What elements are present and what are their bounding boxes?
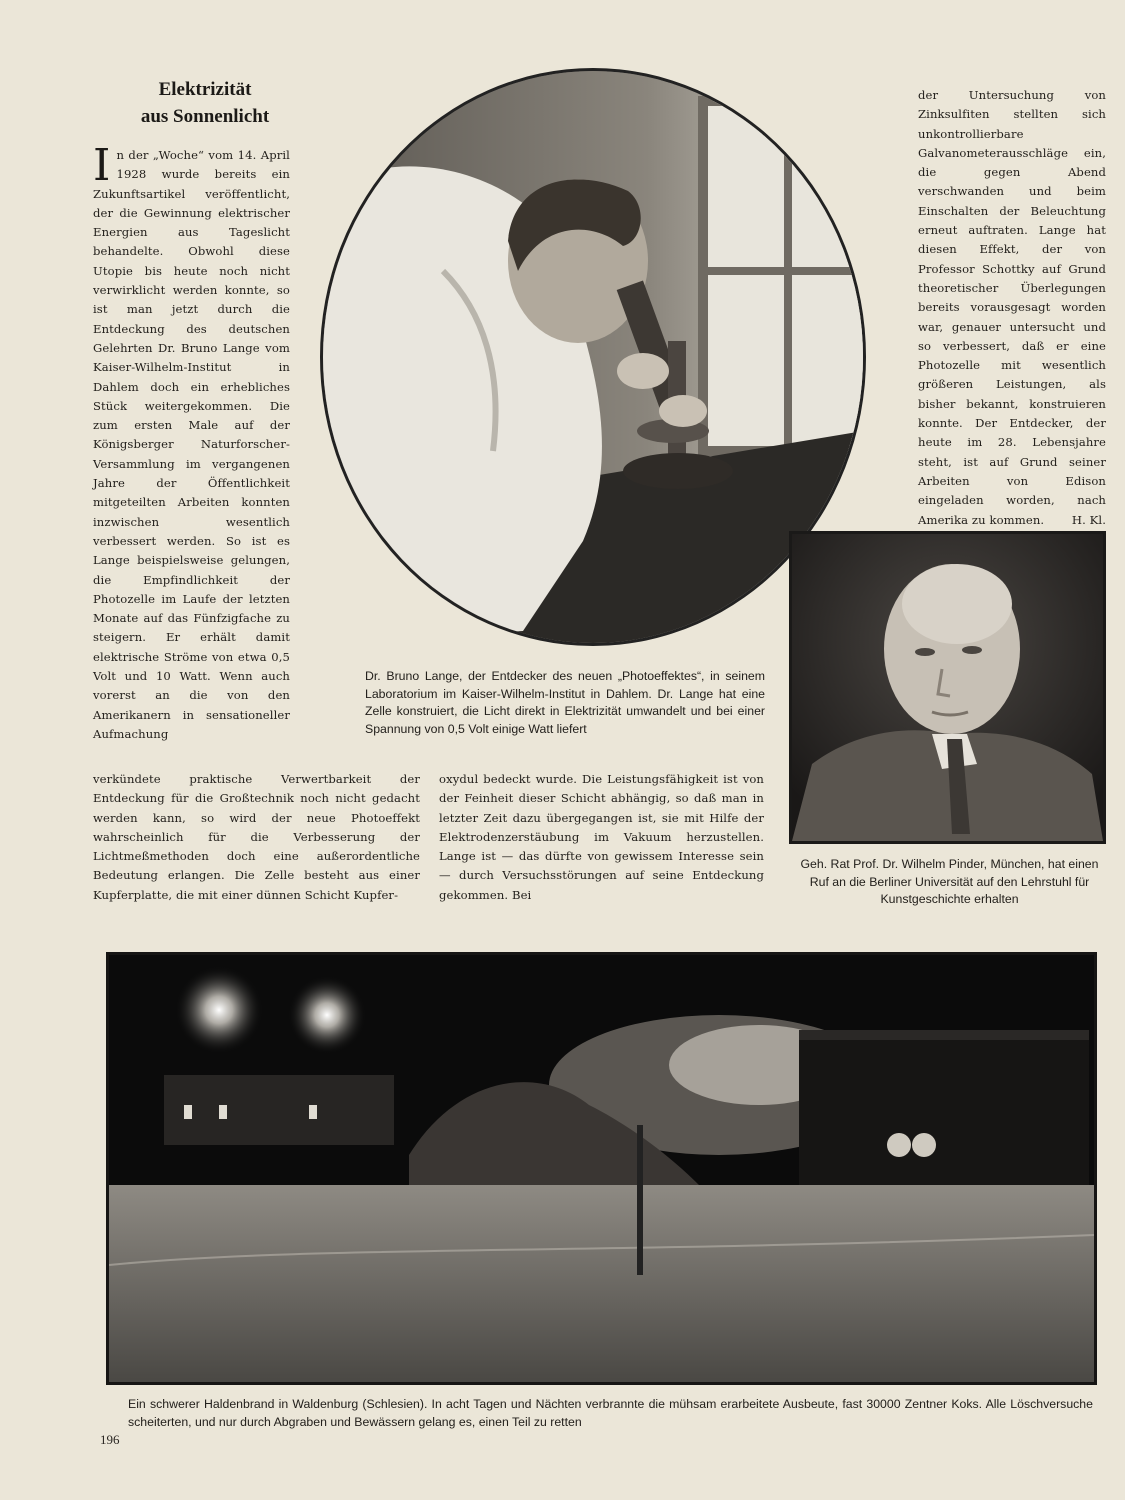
caption-fire: Ein schwerer Haldenbrand in Waldenburg (Schlesien). In acht Tagen und Nächten verbrannte die mühsam erarbeitete Ausbeute, fast 30000 Zentner Koks. Alle Löschversuche scheiterten, und nur durch Abgraben und Bewässern gelang es, einen Teil zu retten (128, 1397, 1093, 1429)
column-right-text: der Untersuchung von Zinksulfiten stellten sich unkontrollierbare Galvanometerausschläge ein, die gegen Abend verschwanden und beim Einschalten der Beleuchtung erneut auftraten. Lange hat diesen Effekt, der von Professor Schottky auf Grund theoretischer Überlegungen bereits vorausgesagt worden war, genauer untersucht und so verbessert, daß er eine Photozelle mit wesentlich größeren Leistungen, als bisher bekannt, konstruieren konnte. Der Entdecker, der heute im 28. Lebensjahre steht, ist auf Grund seiner Arbeiten von Edison eingeladen worden, nach Amerika zu kommen. (918, 88, 1106, 527)
headline-line-1: Elektrizität (158, 79, 252, 100)
article-column-bottom-b (439, 770, 764, 905)
article-signature: H. Kl. (1071, 512, 1106, 527)
article-column-right (918, 86, 1106, 530)
article-headline (95, 76, 315, 130)
drop-cap: I (93, 140, 111, 191)
headline-line-2: aus Sonnenlicht (140, 106, 270, 127)
photo-waldenburg-coke-fire (106, 952, 1097, 1385)
photo-bruno-lange-microscope (320, 68, 866, 646)
column-left-text: n der „Woche“ vom 14. April 1928 wurde bereits ein Zukunftsartikel veröffentlicht, der die Gewinnung elektrischer Energien aus Tageslicht behandelte. Obwohl diese Utopie bis heute noch nicht verwirklicht werden konnte, so ist man jetzt durch die Entdeckung des deutschen Gelehrten Dr. Bruno Lange vom Kaiser-Wilhelm-Institut in Dahlem doch ein erhebliches Stück weitergekommen. Die zum ersten Male auf der Königsberger Naturforscher-Versammlung im vergangenen Jahre der Öffentlichkeit mitgeteilten Arbeiten konnten inzwischen wesentlich verbessert werden. So ist es Lange beispielsweise gelungen, die Empfindlichkeit der Photozelle im Laufe der letzten Monate auf das Fünfzigfache zu steigern. Er erhält damit elektrische Ströme von etwa 0,5 Volt und 10 Watt. Wenn auch vorerst an die von den Amerikanern in sensationeller Aufmachung (93, 148, 290, 741)
photo-wilhelm-pinder-portrait (789, 531, 1106, 844)
page-number: 196 (100, 1432, 120, 1447)
caption-pinder: Geh. Rat Prof. Dr. Wilhelm Pinder, München, hat einen Ruf an die Berliner Universität auf den Lehrstuhl für Kunstgeschichte erhalten (800, 857, 1099, 906)
article-column-bottom-a (93, 770, 420, 905)
article-column-left (93, 140, 290, 744)
column-bottom-a-text: verkündete praktische Verwertbarkeit der Entdeckung für die Großtechnik noch nicht gedacht werden kann, so wird der neue Photoeffekt wahrscheinlich für die Verbesserung der Lichtmeßmethoden doch eine außerordentliche Bedeutung erlangen. Die Zelle besteht aus einer Kupferplatte, die mit einer dünnen Schicht Kupfer- (93, 772, 420, 902)
column-bottom-b-text: oxydul bedeckt wurde. Die Leistungsfähigkeit ist von der Feinheit dieser Schicht abhängig, so daß man in letzter Zeit dazu übergegangen ist, sie mit Hilfe der Elektrodenzerstäubung im Vakuum herzustellen. Lange ist — das dürfte von gewissem Interesse sein — durch Versuchsstörungen auf seine Entdeckung gekommen. Bei (439, 772, 764, 902)
caption-lange: Dr. Bruno Lange, der Entdecker des neuen „Photoeffektes“, in seinem Laboratorium im Kaiser-Wilhelm-Institut in Dahlem. Dr. Lange hat eine Zelle konstruiert, die Licht direkt in Elektrizität umwandelt und bei einer Spannung von 0,5 Volt einige Watt liefert (365, 669, 765, 736)
